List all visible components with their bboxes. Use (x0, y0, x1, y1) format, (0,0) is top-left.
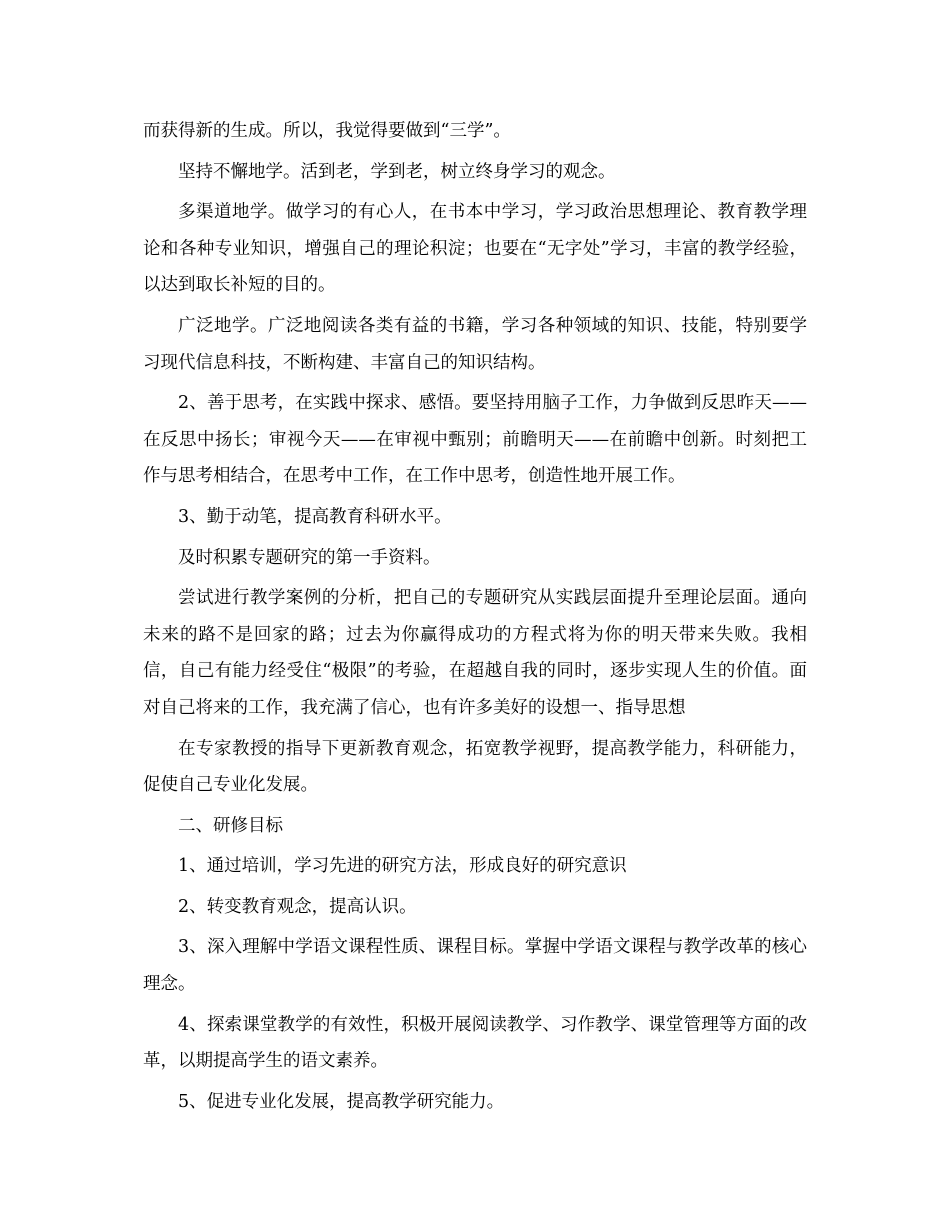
goal-item-4: 4、探索课堂教学的有效性，积极开展阅读教学、习作教学、课堂管理等方面的改革，以期提高学生的语文素养。 (143, 1014, 807, 1072)
document-body (143, 113, 807, 1124)
paragraph-9: 在专家教授的指导下更新教育观念，拓宽教学视野，提高教学能力，科研能力，促使自己专业化发展。 (143, 738, 807, 796)
paragraph-2: 坚持不懈地学。活到老，学到老，树立终身学习的观念。 (178, 161, 616, 182)
paragraph-4: 广泛地学。广泛地阅读各类有益的书籍，学习各种领域的知识、技能，特别要学习现代信息科技，不断构建、丰富自己的知识结构。 (143, 315, 807, 373)
paragraph-8: 尝试进行教学案例的分析，把自己的专题研究从实践层面提升至理论层面。通向未来的路不是回家的路；过去为你赢得成功的方程式将为你的明天带来失败。我相信，自己有能力经受住“极限”的考验，在超越自我的同时，逐步实现人生的价值。面对自己将来的工作，我充满了信心，也有许多美好的设想一、指导思想 (143, 588, 807, 718)
paragraph-6: 3、勤于动笔，提高教育科研水平。 (178, 506, 452, 527)
paragraph-3: 多渠道地学。做学习的有心人，在书本中学习，学习政治思想理论、教育教学理论和各种专业知识，增强自己的理论积淀；也要在“无字处”学习，丰富的教学经验，以达到取长补短的目的。 (143, 202, 807, 296)
goal-item-5: 5、促进专业化发展，提高教学研究能力。 (178, 1091, 505, 1112)
goal-item-2: 2、转变教育观念，提高认识。 (178, 896, 417, 917)
paragraph-5: 2、善于思考，在实践中探求、感悟。要坚持用脑子工作，力争做到反思昨天——在反思中扬长；审视今天——在审视中甄别；前瞻明天——在前瞻中创新。时刻把工作与思考相结合，在思考中工作，在工作中思考，创造性地开展工作。 (143, 393, 807, 487)
section-heading-goals: 二、研修目标 (178, 815, 283, 836)
goal-item-1: 1、通过培训，学习先进的研究方法，形成良好的研究意识 (178, 856, 627, 877)
goal-item-3: 3、深入理解中学语文课程性质、课程目标。掌握中学语文课程与教学改革的核心理念。 (143, 937, 807, 995)
paragraph-7: 及时积累专题研究的第一手资料。 (178, 547, 441, 568)
paragraph-1: 而获得新的生成。所以，我觉得要做到“三学”。 (143, 121, 511, 141)
